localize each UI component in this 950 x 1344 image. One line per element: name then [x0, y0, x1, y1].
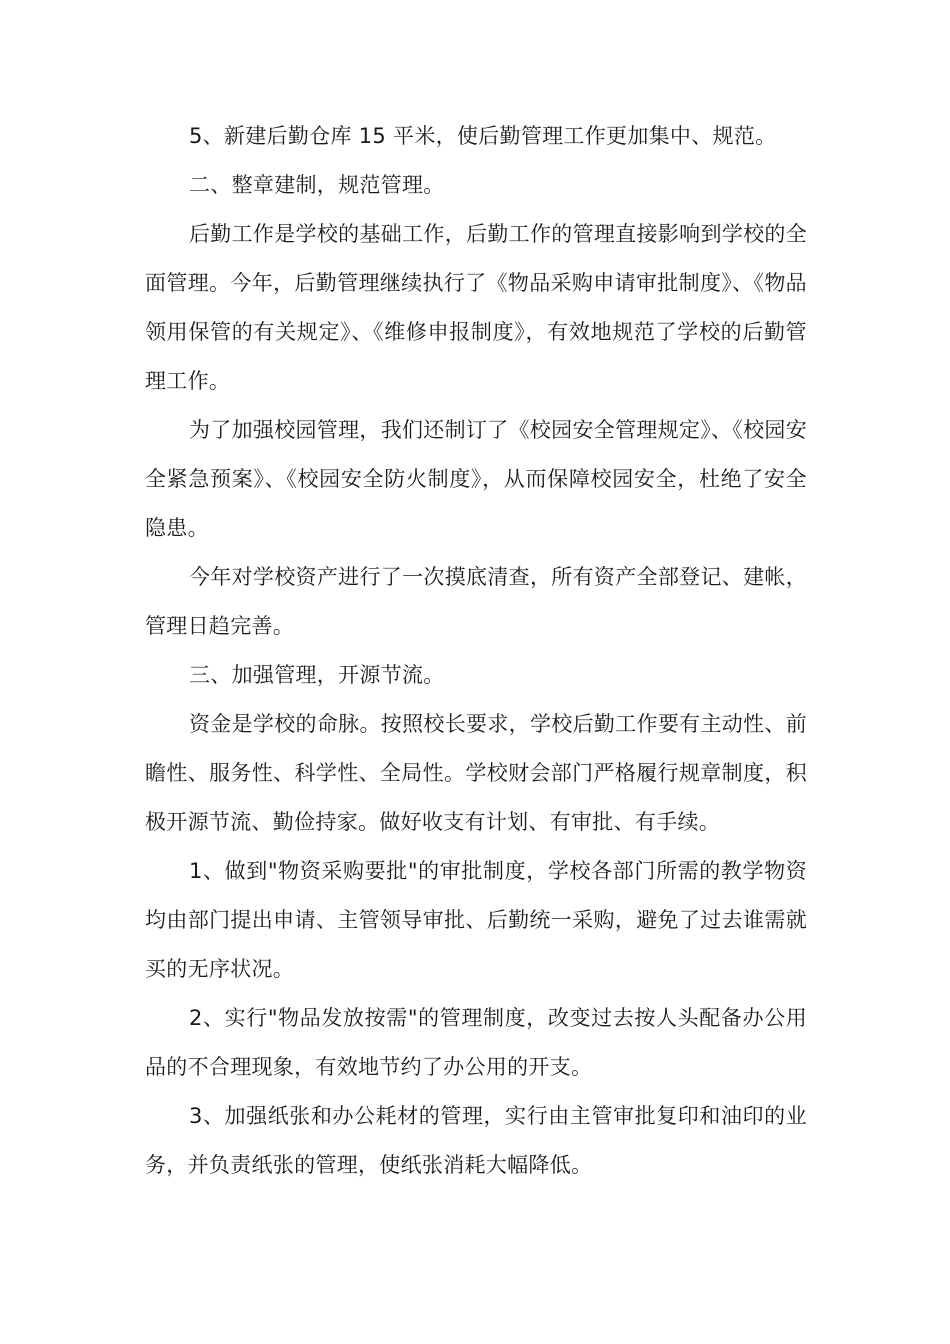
- paragraph-funding: 资金是学校的命脉。按照校长要求，学校后勤工作要有主动性、前瞻性、服务性、科学性、全局性。学校财会部门严格履行规章制度，积极开源节流、勤俭持家。做好收支有计划、有审批、有手续。: [145, 712, 807, 834]
- section-heading-2: 二、整章建制，规范管理。: [189, 173, 445, 197]
- paragraph-item-1-procurement: 1、做到"物资采购要批"的审批制度，学校各部门所需的教学物资均由部门提出申请、主管领导审批、后勤统一采购，避免了过去谁需就买的无序状况。: [145, 859, 807, 981]
- paragraph-item-5-warehouse: 5、新建后勤仓库 15 平米，使后勤管理工作更加集中、规范。: [189, 124, 777, 148]
- section-heading-3: 三、加强管理，开源节流。: [189, 663, 445, 687]
- document-body: [145, 112, 807, 1190]
- paragraph-asset-audit: 今年对学校资产进行了一次摸底清查，所有资产全部登记、建帐，管理日趋完善。: [145, 565, 807, 638]
- paragraph-item-2-distribution: 2、实行"物品发放按需"的管理制度，改变过去按人头配备办公用品的不合理现象，有效地节约了办公用的开支。: [145, 1006, 807, 1079]
- paragraph-campus-safety: 为了加强校园管理，我们还制订了《校园安全管理规定》、《校园安全紧急预案》、《校园安全防火制度》，从而保障校园安全，杜绝了安全隐患。: [145, 418, 807, 540]
- paragraph-item-3-paper: 3、加强纸张和办公耗材的管理，实行由主管审批复印和油印的业务，并负责纸张的管理，使纸张消耗大幅降低。: [145, 1104, 807, 1177]
- paragraph-logistics-rules: 后勤工作是学校的基础工作，后勤工作的管理直接影响到学校的全面管理。今年，后勤管理继续执行了《物品采购申请审批制度》、《物品领用保管的有关规定》、《维修申报制度》，有效地规范了学校的后勤管理工作。: [145, 222, 807, 393]
